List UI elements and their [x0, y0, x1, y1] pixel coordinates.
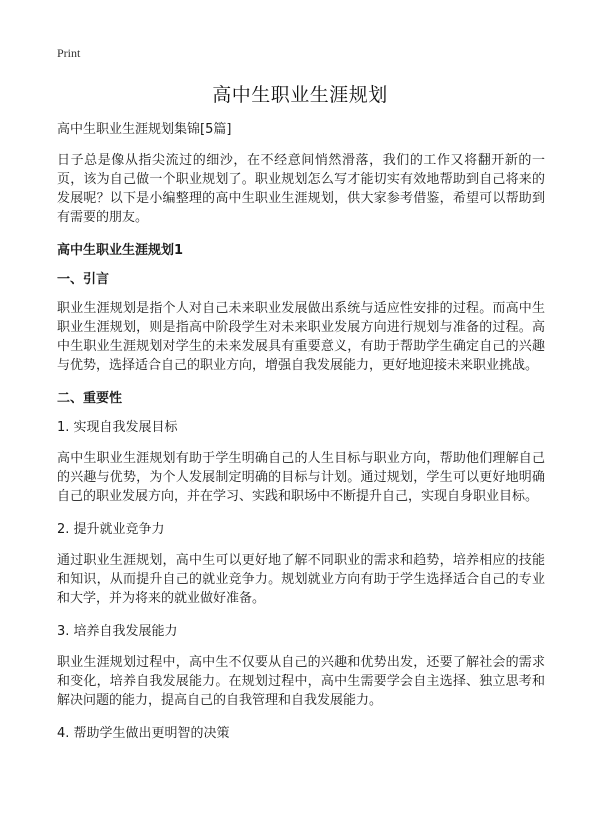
- print-label: Print: [57, 46, 81, 60]
- item-2-paragraph: 通过职业生涯规划，高中生可以更好地了解不同职业的需求和趋势，培养相应的技能和知识，从而提升自己的就业竞争力。规划就业方向有助于学生选择适合自己的专业和大学，并为将来的就业做好准备。: [57, 553, 545, 606]
- item-2-title: 2. 提升就业竞争力: [57, 522, 165, 537]
- document-subtitle: 高中生职业生涯规划集锦[5篇]: [57, 122, 232, 137]
- introduction-paragraph: 职业生涯规划是指个人对自己未来职业发展做出系统与适应性安排的过程。而高中生职业生涯规划，则是指高中阶段学生对未来职业发展方向进行规划与准备的过程。高中生职业生涯规划对学生的未来发展具有重要意义，有助于帮助学生确定自己的兴趣与优势，选择适合自己的职业方向，增强自我发展能力，更好地迎接未来职业挑战。: [57, 301, 545, 373]
- item-4-title: 4. 帮助学生做出更明智的决策: [57, 726, 230, 741]
- document-body: [57, 120, 545, 755]
- heading-importance: 二、重要性: [57, 391, 123, 406]
- item-3-paragraph: 职业生涯规划过程中，高中生不仅要从自己的兴趣和优势出发，还要了解社会的需求和变化，培养自我发展能力。在规划过程中，高中生需要学会自主选择、独立思考和解决问题的能力，提高自己的自我管理和自我发展能力。: [57, 655, 545, 708]
- intro-paragraph: 日子总是像从指尖流过的细沙，在不经意间悄然滑落，我们的工作又将翻开新的一页，该为自己做一个职业规划了。职业规划怎么写才能切实有效地帮助到自己将来的发展呢？以下是小编整理的高中生职业生涯规划，供大家参考借鉴，希望可以帮助到有需要的朋友。: [57, 153, 545, 225]
- item-1-paragraph: 高中生职业生涯规划有助于学生明确自己的人生目标与职业方向，帮助他们理解自己的兴趣与优势，为个人发展制定明确的目标与计划。通过规划，学生可以更好地明确自己的职业发展方向，并在学习、实践和职场中不断提升自己，实现自身职业目标。: [57, 451, 545, 504]
- document-title: 高中生职业生涯规划: [212, 84, 388, 106]
- heading-introduction: 一、引言: [57, 272, 110, 287]
- item-1-title: 1. 实现自我发展目标: [57, 420, 178, 435]
- section-title: 高中生职业生涯规划1: [57, 243, 184, 258]
- item-3-title: 3. 培养自我发展能力: [57, 624, 178, 639]
